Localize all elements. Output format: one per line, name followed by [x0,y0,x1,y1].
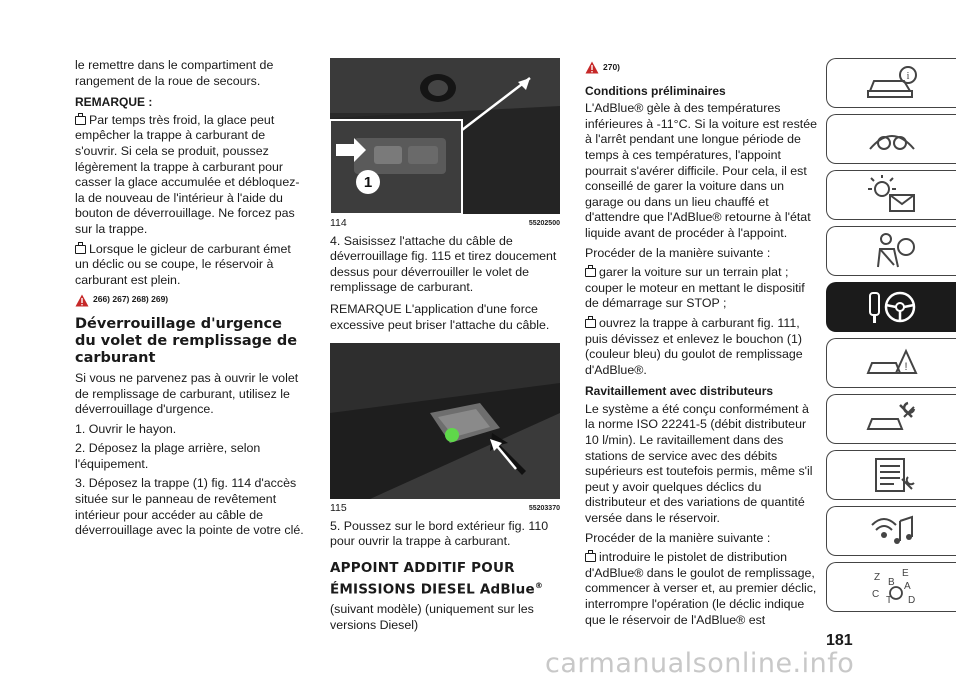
note-bullet-icon [75,245,86,254]
tab-car-info[interactable] [826,58,956,108]
procedure-bullet-3: introduire le pistolet de distribution d'AdBlue® dans le goulot de remplissage, commencer à verser et, au premier déclic, interrompre l'opération (le déclic indique que le réservoir de l'AdBlue® est [585,550,817,627]
tab-multimedia[interactable] [826,506,956,556]
section-intro: Si vous ne parvenez pas à ouvrir le volet de remplissage de carburant, utilisez le déverrouillage d'urgence. [75,370,299,417]
adblue-heading: APPOINT ADDITIF POUR ÉMISSIONS DIESEL AdBlue® [330,559,544,598]
emergency-car-icon [864,343,920,383]
svg-text:T: T [885,595,892,606]
step-3: 3. Déposez la trappe (1) fig. 114 d'accès située sur le panneau de revêtement intérieur pour accéder au câble de déverrouillage avec la pointe de votre clé. [75,476,304,538]
figure-115-image [330,343,560,499]
car-info-icon [864,63,920,103]
intro-text: le remettre dans le compartiment de rangement de la roue de secours. [75,58,274,88]
svg-text:A: A [903,581,911,592]
section-heading: Déverrouillage d'urgence du volet de remplissage de carburant [75,315,298,366]
figure-number: 115 [330,502,347,515]
tab-maintenance[interactable] [826,394,956,444]
paragraph-procedure-2: Procéder de la manière suivante : [585,530,771,545]
warning-refs: 270) [603,62,621,72]
note-bullet-2: Lorsque le gicleur de carburant émet un déclic ou se coupe, le réservoir à carburant est plein. [75,241,291,287]
step-5: 5. Poussez sur le bord extérieur fig. 110 pour ouvrir la trappe à carburant. [330,518,549,549]
svg-text:E: E [901,568,909,579]
remarque-2: REMARQUE L'application d'une force excessive peut briser l'attache du câble. [330,301,550,332]
column-2 [330,58,560,638]
step-4: 4. Saisissez l'attache du câble de déverrouillage fig. 115 et tirez doucement dessus pour déverrouiller le volet de remplissage de carburant. [330,233,557,295]
tab-index[interactable] [826,562,956,612]
figure-114-image [330,58,560,214]
svg-text:Z: Z [873,572,880,583]
warning-triangle-icon [75,294,89,307]
procedure-bullet-1: garer la voiture sur un terrain plat ; couper le moteur en mettant le dispositif de démarrage sur STOP ; [585,265,805,311]
paragraph-conditions: L'AdBlue® gèle à des températures inférieures à -11°C. Si la voiture est restée à l'arrêt pendant une longue période de temps à ces températures, l'appoint pourrait s'avérer difficile. Pour cela, il est conseillé de garer la voiture dans un garage ou dans un lieu chauffé et d'attendre que l'AdBlue® retourne à l'état liquide avant de procéder à l'appoint. [585,101,817,240]
page-number: 181 [826,632,853,649]
column-3 [585,60,821,632]
column-1 [75,58,307,543]
svg-text:i: i [906,71,909,82]
paragraph-procedure: Procéder de la manière suivante : [585,245,771,260]
step-1: 1. Ouvrir le hayon. [75,421,177,436]
svg-text:D: D [907,595,915,606]
tab-starting-driving[interactable] [826,282,956,332]
warning-refs: 266) 267) 268) 269) [93,294,169,305]
warning-lights-message-icon [864,175,920,215]
airbag-seatbelt-icon [864,231,920,271]
warning-reference [75,292,307,308]
remarque-heading: REMARQUE : [75,95,153,110]
figure-code: 55203370 [528,505,560,513]
note-bullet-1: Par temps très froid, la glace peut empêcher la trappe à carburant de s'ouvrir. Si cela se produit, poussez légèrement la trappe à carburant pour casser la glace accumulée et débloquez-la de nouveau de l'intérieur à l'aide du bouton de déverrouillage. Ne forcez pas sur la trappe. [75,112,300,236]
tab-emergency[interactable] [826,338,956,388]
tab-warning-lights[interactable] [826,170,956,220]
technical-data-icon [864,455,920,495]
svg-text:C: C [871,589,879,600]
note-bullet-icon [585,319,596,328]
svg-text:B: B [887,577,895,588]
paragraph-distributors: Le système a été conçu conformément à la norme ISO 22241-5 (débit distributeur 10 l/min). Le ravitaillement dans des stations de service avec des débits supérieurs est toutefois permis, même s'il peut y avoir quelques déclics du distributeur et des variations de quantité versée dans le réservoir. [585,401,813,526]
note-bullet-icon [75,116,86,125]
figure-code: 55202500 [528,220,560,227]
car-dashboard-icon [864,119,920,159]
index-letters-icon [864,567,920,607]
note-bullet-icon [585,268,596,277]
maintenance-car-icon [864,399,920,439]
figure-115-caption [330,501,560,517]
heading-distributors: Ravitaillement avec distributeurs [585,384,774,399]
tab-technical-data[interactable] [826,450,956,500]
note-bullet-icon [585,553,596,562]
warning-reference [585,60,821,76]
tab-safety[interactable] [826,226,956,276]
multimedia-icon [864,511,920,551]
adblue-heading-note: (suivant modèle) (uniquement sur les versions Diesel) [330,602,534,633]
warning-triangle-icon [585,61,599,74]
step-2: 2. Déposez la plage arrière, selon l'équipement. [75,441,261,471]
watermark-text: carmanualsonline.info [545,648,855,679]
heading-conditions: Conditions préliminaires [585,83,726,98]
procedure-bullet-2: ouvrez la trappe à carburant fig. 111, puis dévissez et enlevez le bouchon (1) (couleur bleu) du goulot de remplissage d'AdBlue®. [585,315,803,377]
svg-text:!: ! [903,361,908,373]
tab-dashboard[interactable] [826,114,956,164]
figure-callout-1: 1 [363,174,373,191]
key-steering-wheel-icon [864,287,920,327]
figure-number: 114 [330,217,347,229]
figure-114-caption [330,216,560,232]
